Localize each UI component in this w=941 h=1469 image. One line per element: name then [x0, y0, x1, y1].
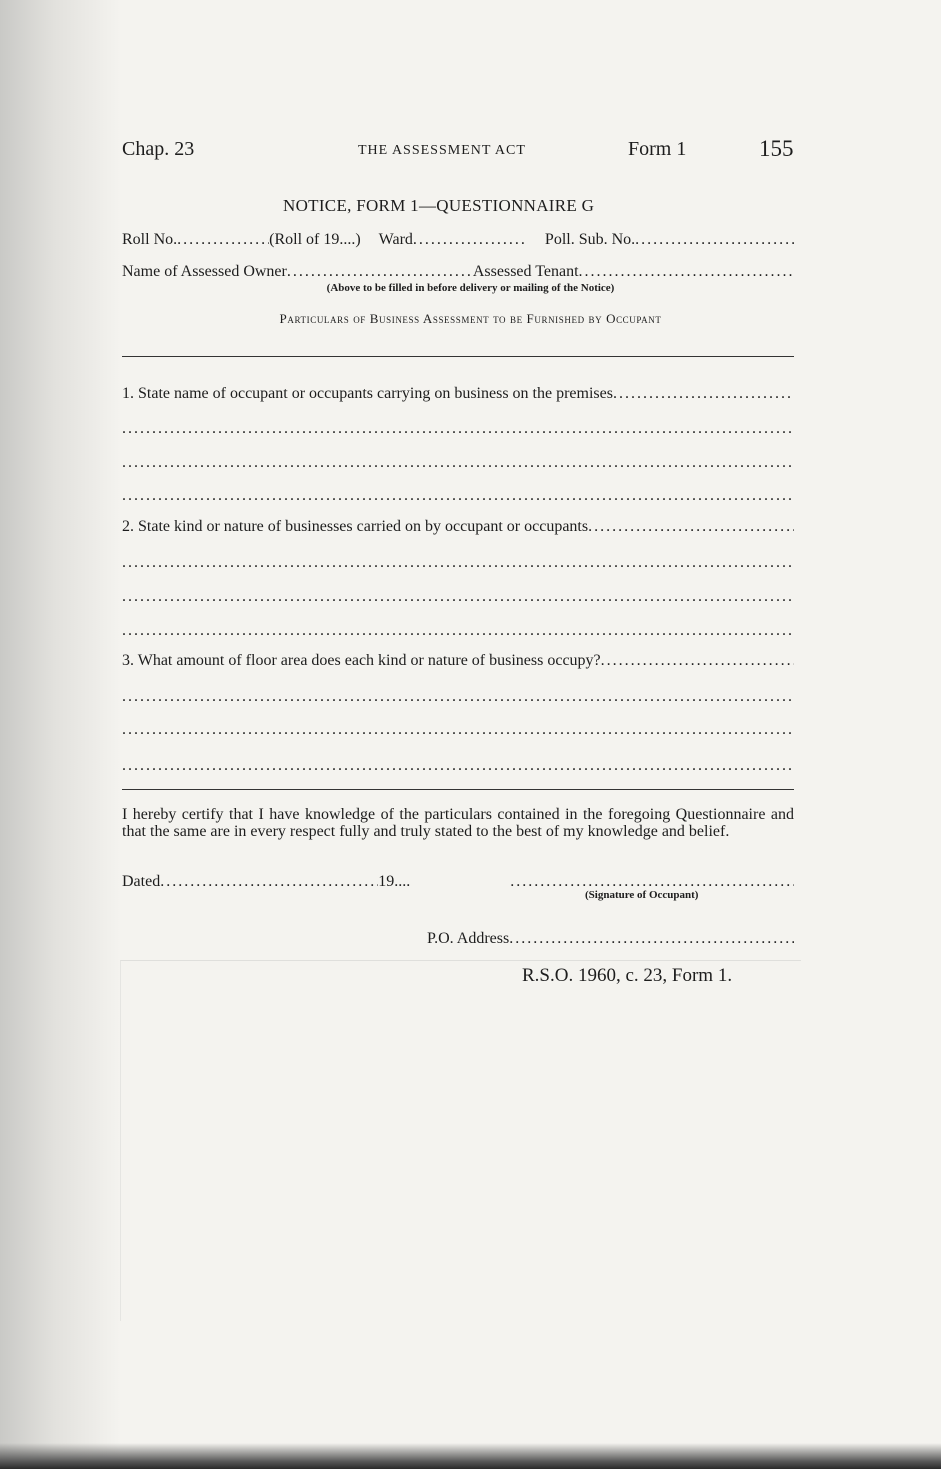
form-label: Form 1: [628, 138, 687, 160]
statute-citation: R.S.O. 1960, c. 23, Form 1.: [522, 965, 733, 986]
bleed-through-texture: [120, 960, 801, 1321]
ward-label: Ward: [378, 231, 413, 248]
act-title: THE ASSESSMENT ACT: [358, 143, 526, 158]
question-3-text: 3. What amount of floor area does each kind or nature of business occupy?: [122, 652, 601, 669]
section-rule-top: [122, 356, 794, 357]
answer-line-2b: [122, 588, 794, 606]
roll-no-field: [177, 231, 269, 249]
page-number: 155: [759, 136, 794, 161]
question-1: [122, 385, 794, 403]
roll-line: [122, 231, 794, 249]
answer-line-1a: [122, 420, 794, 438]
po-address-label: P.O. Address: [427, 930, 510, 947]
owner-field: [287, 263, 473, 281]
question-1-text: 1. State name of occupant or occupants carrying on business on the premises: [122, 385, 613, 402]
poll-sub-field: [635, 231, 794, 249]
po-address-field: [509, 930, 794, 948]
answer-line-2c: [122, 622, 794, 640]
notice-title: NOTICE, FORM 1—QUESTIONNAIRE G: [283, 196, 595, 215]
question-1-field: [613, 385, 794, 403]
dated-label: Dated: [122, 873, 161, 890]
particulars-heading: Particulars of Business Assessment to be Furnished by Occupant: [279, 311, 662, 326]
owner-line: [122, 263, 794, 281]
question-3: [122, 652, 794, 670]
dated-field: [160, 873, 378, 891]
ward-field: [413, 231, 525, 249]
roll-of-label: (Roll of 19....): [269, 231, 361, 248]
dated-year: 19....: [378, 873, 411, 890]
tenant-label: Assessed Tenant: [472, 263, 579, 280]
signature-caption: (Signature of Occupant): [585, 889, 699, 901]
question-2: [122, 518, 794, 536]
scan-bottom-edge: [0, 1443, 941, 1469]
answer-line-3b: [122, 721, 794, 739]
question-2-text: 2. State kind or nature of businesses carried on by occupant or occupants: [122, 518, 589, 535]
owner-label: Name of Assessed Owner: [122, 263, 287, 280]
answer-line-2a: [122, 554, 794, 572]
fill-note: (Above to be filled in before delivery or mailing of the Notice): [326, 282, 615, 294]
roll-no-label: Roll No.: [122, 231, 178, 248]
answer-line-3c: [122, 757, 794, 775]
chapter-label: Chap. 23: [122, 138, 195, 160]
question-2-field: [588, 518, 794, 536]
page-shadow: [0, 0, 120, 1469]
poll-sub-label: Poll. Sub. No.: [544, 231, 636, 248]
certification-text: I hereby certify that I have knowledge of the particulars contained in the foregoing Questionnaire and that the same are in every respect fully and truly stated to the best of my knowledge and belief.: [122, 806, 794, 840]
tenant-field: [579, 263, 794, 281]
section-rule-bottom: [122, 789, 794, 790]
answer-line-1b: [122, 454, 794, 472]
question-3-field: [601, 652, 794, 670]
answer-line-3a: [122, 688, 794, 706]
po-address-line: [427, 930, 794, 948]
answer-line-1c: [122, 487, 794, 505]
